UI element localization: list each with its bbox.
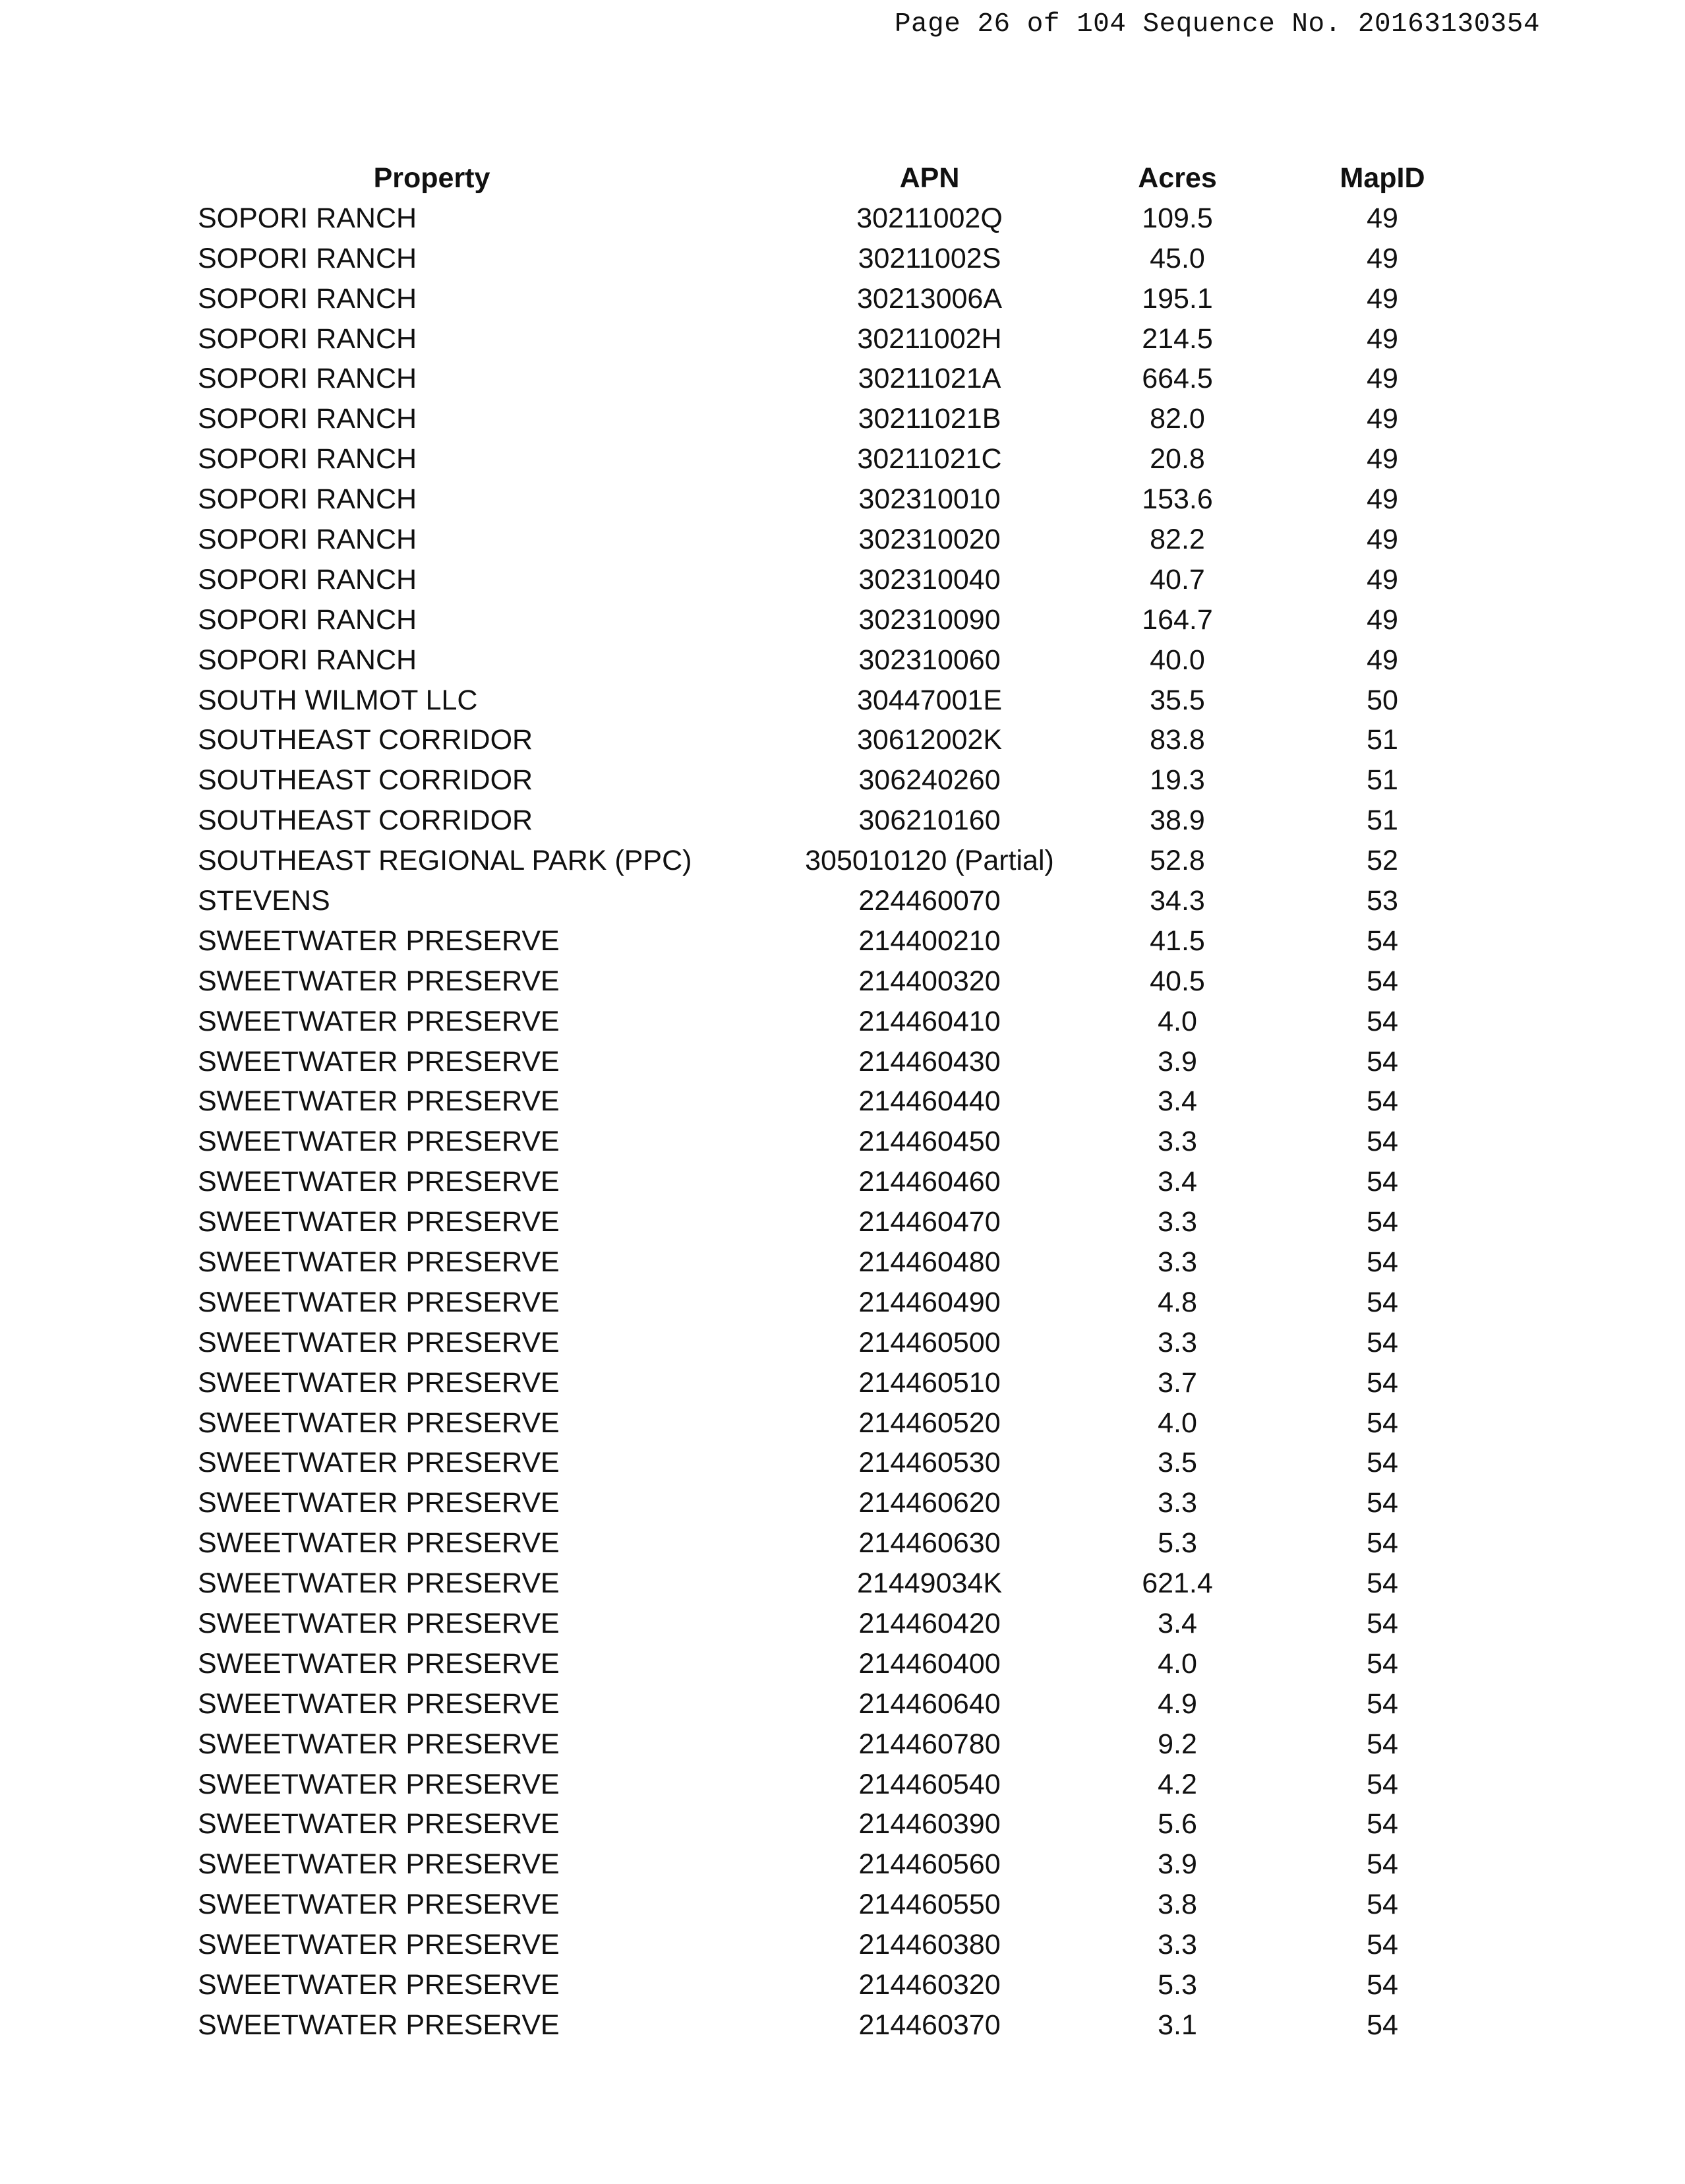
cell-mapid: 49 [1367,483,1398,516]
cell-mapid: 54 [1367,925,1398,957]
column-header-apn: APN [899,162,960,194]
cell-acres: 19.3 [1150,764,1205,797]
cell-property: SWEETWATER PRESERVE [198,1166,560,1198]
table-row [198,841,1531,881]
cell-acres: 5.6 [1158,1808,1197,1840]
cell-mapid: 54 [1367,1608,1398,1639]
table-row [198,1283,1531,1323]
cell-property: SOUTHEAST CORRIDOR [198,724,533,756]
cell-property: SWEETWATER PRESERVE [198,1808,560,1840]
cell-apn: 30211002S [858,242,1001,274]
cell-acres: 3.3 [1158,1126,1197,1158]
table-row [198,1122,1531,1162]
cell-acres: 38.9 [1150,804,1205,837]
cell-apn: 214460400 [858,1647,1001,1680]
cell-property: SWEETWATER PRESERVE [198,965,560,997]
table-row [198,1483,1531,1523]
cell-acres: 4.2 [1158,1768,1197,1800]
cell-apn: 302310010 [858,483,1001,516]
cell-apn: 214460620 [858,1487,1001,1519]
cell-property: STEVENS [198,884,330,917]
cell-property: SWEETWATER PRESERVE [198,1768,560,1800]
cell-apn: 30612002K [857,724,1002,756]
property-table [198,158,1531,2046]
table-row [198,1242,1531,1283]
cell-property: SOPORI RANCH [198,644,417,676]
table-row [198,1644,1531,1684]
table-row [198,1523,1531,1563]
cell-mapid: 49 [1367,644,1398,676]
cell-mapid: 54 [1367,1005,1398,1037]
cell-apn: 306210160 [858,804,1001,837]
cell-mapid: 54 [1367,1687,1398,1720]
cell-property: SWEETWATER PRESERVE [198,1045,560,1077]
cell-apn: 305010120 (Partial) [805,845,1054,877]
cell-apn: 214460320 [858,1969,1001,2001]
table-row [198,319,1531,359]
cell-mapid: 49 [1367,443,1398,475]
cell-acres: 52.8 [1150,845,1205,877]
table-row [198,1202,1531,1242]
cell-apn: 214460550 [858,1889,1001,1921]
cell-apn: 214460370 [858,2009,1001,2041]
cell-apn: 30447001E [857,684,1002,716]
table-row [198,1323,1531,1363]
table-row [198,801,1531,841]
cell-acres: 621.4 [1142,1567,1213,1600]
cell-apn: 214460480 [858,1246,1001,1278]
cell-mapid: 54 [1367,1647,1398,1680]
cell-acres: 5.3 [1158,1527,1197,1560]
cell-apn: 214460460 [858,1166,1001,1198]
cell-property: SWEETWATER PRESERVE [198,2009,560,2041]
cell-mapid: 49 [1367,403,1398,435]
cell-property: SOPORI RANCH [198,563,417,595]
cell-apn: 214460390 [858,1808,1001,1840]
table-row [198,1885,1531,1925]
cell-mapid: 54 [1367,1487,1398,1519]
cell-acres: 4.0 [1158,1407,1197,1439]
cell-mapid: 49 [1367,603,1398,636]
cell-acres: 35.5 [1150,684,1205,716]
cell-property: SOUTHEAST CORRIDOR [198,804,533,837]
cell-acres: 40.7 [1150,563,1205,595]
cell-property: SOUTHEAST CORRIDOR [198,764,533,797]
table-row [198,479,1531,520]
table-row [198,961,1531,1002]
cell-property: SWEETWATER PRESERVE [198,1608,560,1639]
cell-apn: 214460410 [858,1005,1001,1037]
cell-mapid: 54 [1367,1366,1398,1399]
cell-acres: 3.4 [1158,1166,1197,1198]
table-row [198,439,1531,479]
cell-acres: 5.3 [1158,1969,1197,2001]
table-row [198,1925,1531,1965]
cell-apn: 30211002Q [856,202,1003,234]
cell-apn: 214460490 [858,1286,1001,1318]
table-row [198,1965,1531,2005]
cell-mapid: 54 [1367,1527,1398,1560]
cell-mapid: 54 [1367,1969,1398,2001]
table-row [198,560,1531,600]
cell-property: SWEETWATER PRESERVE [198,1969,560,2001]
cell-mapid: 54 [1367,1567,1398,1600]
cell-acres: 3.3 [1158,1487,1197,1519]
cell-apn: 214460520 [858,1407,1001,1439]
cell-acres: 3.4 [1158,1608,1197,1639]
cell-acres: 34.3 [1150,884,1205,917]
cell-mapid: 53 [1367,884,1398,917]
cell-mapid: 50 [1367,684,1398,716]
table-row [198,881,1531,921]
table-row [198,399,1531,439]
cell-apn: 214460630 [858,1527,1001,1560]
cell-property: SWEETWATER PRESERVE [198,1366,560,1399]
table-row [198,1081,1531,1122]
cell-apn: 214460500 [858,1326,1001,1358]
table-row [198,279,1531,319]
cell-property: SWEETWATER PRESERVE [198,1728,560,1760]
table-row [198,1563,1531,1604]
cell-acres: 3.5 [1158,1447,1197,1479]
cell-acres: 83.8 [1150,724,1205,756]
cell-acres: 195.1 [1142,282,1213,315]
cell-mapid: 54 [1367,1326,1398,1358]
column-header-property-label: Property [373,162,490,194]
cell-apn: 302310060 [858,644,1001,676]
cell-property: SWEETWATER PRESERVE [198,1085,560,1118]
cell-acres: 82.2 [1150,523,1205,555]
table-row [198,520,1531,560]
cell-mapid: 49 [1367,242,1398,274]
cell-mapid: 54 [1367,1848,1398,1881]
table-row [198,720,1531,760]
cell-acres: 82.0 [1150,403,1205,435]
cell-property: SWEETWATER PRESERVE [198,1687,560,1720]
cell-apn: 224460070 [858,884,1001,917]
cell-apn: 306240260 [858,764,1001,797]
table-row [198,760,1531,801]
cell-property: SOPORI RANCH [198,483,417,516]
cell-acres: 214.5 [1142,322,1213,355]
table-header-row [198,158,1531,198]
cell-property: SWEETWATER PRESERVE [198,1246,560,1278]
cell-apn: 214460430 [858,1045,1001,1077]
cell-mapid: 49 [1367,523,1398,555]
cell-acres: 41.5 [1150,925,1205,957]
cell-apn: 30213006A [857,282,1002,315]
cell-acres: 3.1 [1158,2009,1197,2041]
cell-apn: 214400320 [858,965,1001,997]
cell-acres: 4.0 [1158,1005,1197,1037]
cell-mapid: 54 [1367,1085,1398,1118]
cell-property: SOPORI RANCH [198,202,417,234]
cell-apn: 214400210 [858,925,1001,957]
cell-mapid: 49 [1367,363,1398,395]
cell-property: SWEETWATER PRESERVE [198,1447,560,1479]
cell-acres: 3.3 [1158,1326,1197,1358]
cell-property: SWEETWATER PRESERVE [198,1126,560,1158]
cell-acres: 3.7 [1158,1366,1197,1399]
cell-property: SWEETWATER PRESERVE [198,1487,560,1519]
cell-mapid: 52 [1367,845,1398,877]
table-row [198,2005,1531,2046]
cell-acres: 109.5 [1142,202,1213,234]
table-row [198,198,1531,239]
column-header-mapid: MapID [1340,162,1425,194]
cell-apn: 214460510 [858,1366,1001,1399]
cell-property: SWEETWATER PRESERVE [198,925,560,957]
table-row [198,1684,1531,1724]
table-row [198,1042,1531,1082]
cell-mapid: 54 [1367,1246,1398,1278]
cell-mapid: 51 [1367,724,1398,756]
table-row [198,1002,1531,1042]
cell-property: SWEETWATER PRESERVE [198,1848,560,1881]
table-row [198,1403,1531,1443]
cell-acres: 40.5 [1150,965,1205,997]
cell-mapid: 54 [1367,1929,1398,1961]
cell-acres: 45.0 [1150,242,1205,274]
table-row [198,1162,1531,1202]
cell-property: SOPORI RANCH [198,403,417,435]
cell-mapid: 49 [1367,322,1398,355]
cell-acres: 164.7 [1142,603,1213,636]
cell-acres: 3.4 [1158,1085,1197,1118]
cell-property: SWEETWATER PRESERVE [198,1326,560,1358]
cell-acres: 3.9 [1158,1848,1197,1881]
table-row [198,239,1531,279]
cell-mapid: 54 [1367,1206,1398,1238]
cell-property: SOPORI RANCH [198,603,417,636]
cell-mapid: 51 [1367,764,1398,797]
cell-property: SOPORI RANCH [198,322,417,355]
cell-acres: 4.0 [1158,1647,1197,1680]
cell-mapid: 54 [1367,2009,1398,2041]
cell-acres: 20.8 [1150,443,1205,475]
table-body [198,198,1531,2046]
cell-apn: 214460560 [858,1848,1001,1881]
cell-apn: 30211021B [858,403,1001,435]
table-row [198,1443,1531,1484]
table-row [198,640,1531,681]
cell-acres: 3.9 [1158,1045,1197,1077]
cell-mapid: 54 [1367,1447,1398,1479]
cell-property: SWEETWATER PRESERVE [198,1647,560,1680]
cell-property: SWEETWATER PRESERVE [198,1929,560,1961]
table-row [198,1363,1531,1403]
cell-acres: 9.2 [1158,1728,1197,1760]
cell-property: SWEETWATER PRESERVE [198,1206,560,1238]
cell-apn: 214460440 [858,1085,1001,1118]
cell-property: SWEETWATER PRESERVE [198,1005,560,1037]
cell-mapid: 54 [1367,1286,1398,1318]
cell-apn: 214460540 [858,1768,1001,1800]
cell-apn: 30211021C [857,443,1002,475]
cell-mapid: 54 [1367,1126,1398,1158]
cell-property: SOPORI RANCH [198,443,417,475]
cell-mapid: 54 [1367,1166,1398,1198]
cell-acres: 4.8 [1158,1286,1197,1318]
table-row [198,359,1531,399]
cell-apn: 214460420 [858,1608,1001,1639]
cell-mapid: 54 [1367,1889,1398,1921]
cell-acres: 3.3 [1158,1206,1197,1238]
cell-apn: 214460530 [858,1447,1001,1479]
cell-apn: 21449034K [857,1567,1002,1600]
cell-property: SOPORI RANCH [198,523,417,555]
cell-property: SOPORI RANCH [198,282,417,315]
table-row [198,1765,1531,1805]
cell-mapid: 54 [1367,965,1398,997]
cell-apn: 214460380 [858,1929,1001,1961]
cell-apn: 214460640 [858,1687,1001,1720]
cell-acres: 664.5 [1142,363,1213,395]
table-row [198,1604,1531,1644]
column-header-property [198,162,738,195]
cell-apn: 214460780 [858,1728,1001,1760]
cell-property: SOUTHEAST REGIONAL PARK (PPC) [198,845,692,877]
cell-acres: 3.8 [1158,1889,1197,1921]
cell-mapid: 49 [1367,282,1398,315]
cell-property: SWEETWATER PRESERVE [198,1407,560,1439]
cell-acres: 40.0 [1150,644,1205,676]
cell-apn: 30211002H [857,322,1002,355]
cell-property: SOUTH WILMOT LLC [198,684,478,716]
cell-apn: 302310020 [858,523,1001,555]
cell-apn: 302310040 [858,563,1001,595]
cell-mapid: 49 [1367,563,1398,595]
cell-mapid: 54 [1367,1768,1398,1800]
cell-mapid: 54 [1367,1728,1398,1760]
page-sequence-header: Page 26 of 104 Sequence No. 20163130354 [894,9,1540,40]
cell-property: SWEETWATER PRESERVE [198,1889,560,1921]
cell-apn: 302310090 [858,603,1001,636]
cell-apn: 214460450 [858,1126,1001,1158]
cell-acres: 153.6 [1142,483,1213,516]
cell-acres: 3.3 [1158,1246,1197,1278]
cell-property: SWEETWATER PRESERVE [198,1567,560,1600]
table-row [198,681,1531,721]
cell-acres: 3.3 [1158,1929,1197,1961]
cell-mapid: 51 [1367,804,1398,837]
table-row [198,1844,1531,1885]
cell-mapid: 54 [1367,1808,1398,1840]
cell-acres: 4.9 [1158,1687,1197,1720]
cell-mapid: 49 [1367,202,1398,234]
table-row [198,921,1531,961]
cell-mapid: 54 [1367,1407,1398,1439]
cell-apn: 214460470 [858,1206,1001,1238]
cell-apn: 30211021A [858,363,1001,395]
cell-property: SWEETWATER PRESERVE [198,1527,560,1560]
cell-property: SOPORI RANCH [198,363,417,395]
cell-property: SOPORI RANCH [198,242,417,274]
table-row [198,1724,1531,1765]
cell-mapid: 54 [1367,1045,1398,1077]
table-row [198,600,1531,640]
cell-property: SWEETWATER PRESERVE [198,1286,560,1318]
table-row [198,1805,1531,1845]
column-header-acres: Acres [1138,162,1217,194]
